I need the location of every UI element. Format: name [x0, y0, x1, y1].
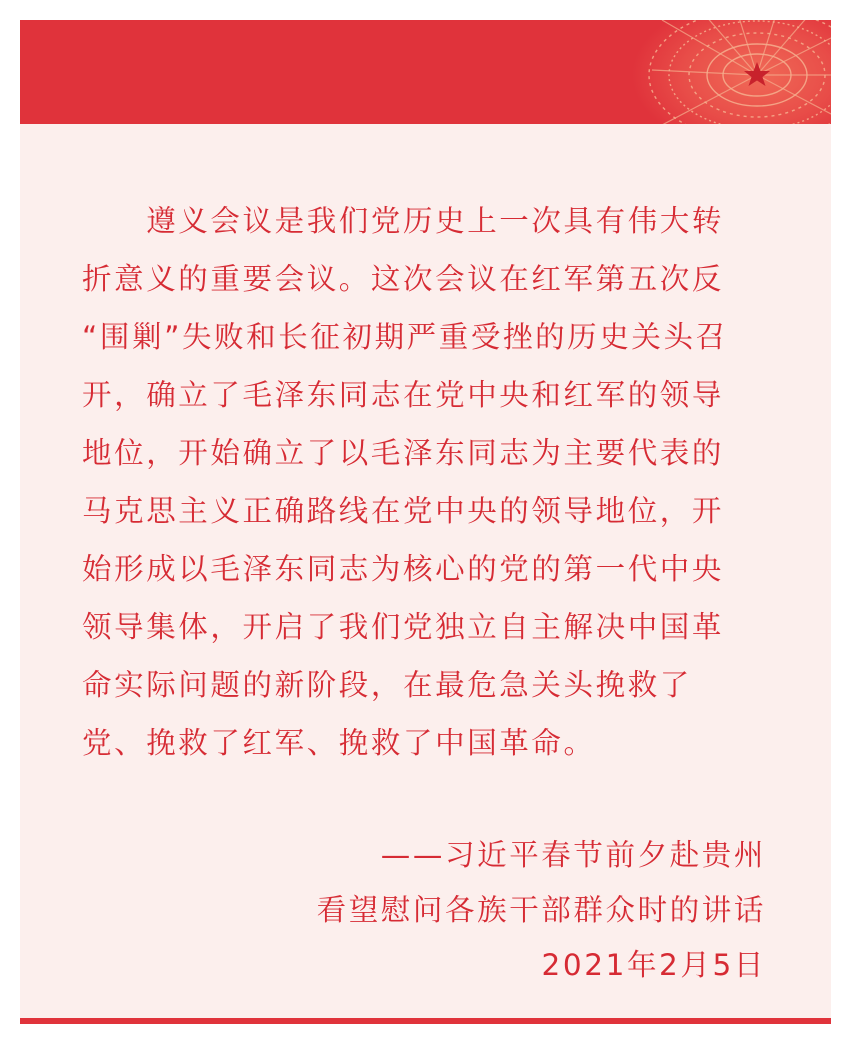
bottom-divider [20, 1018, 831, 1024]
quote-line: 命实际问题的新阶段，在最危急关头挽救了 [82, 668, 692, 702]
quote-line: 始形成以毛泽东同志为核心的党的第一代中央 [82, 552, 725, 586]
quote-line: “围剿”失败和长征初期严重受挫的历史关头召 [82, 320, 728, 354]
quote-line: 地位，开始确立了以毛泽东同志为主要代表的 [82, 436, 725, 470]
quote-line: 遵义会议是我们党历史上一次具有伟大转 [82, 204, 725, 238]
quote-line: 党、挽救了红军、挽救了中国革命。 [82, 726, 596, 760]
header-band [20, 20, 831, 124]
attribution-source-line2: 看望慰问各族干部群众时的讲话 [316, 893, 766, 927]
quote-line: 开，确立了毛泽东同志在党中央和红军的领导 [82, 378, 725, 412]
attribution [317, 828, 766, 993]
quote-line: 马克思主义正确路线在党中央的领导地位，开 [82, 494, 725, 528]
quote-line: 领导集体，开启了我们党独立自主解决中国革 [82, 610, 725, 644]
quote-card [20, 20, 831, 1018]
quote-line: 折意义的重要会议。这次会议在红军第五次反 [82, 262, 725, 296]
star-emblem-icon [602, 20, 831, 124]
attribution-date: 2021年2月5日 [541, 948, 766, 982]
attribution-source-line1: ——习近平春节前夕赴贵州 [380, 838, 766, 872]
quote-body [82, 192, 812, 772]
